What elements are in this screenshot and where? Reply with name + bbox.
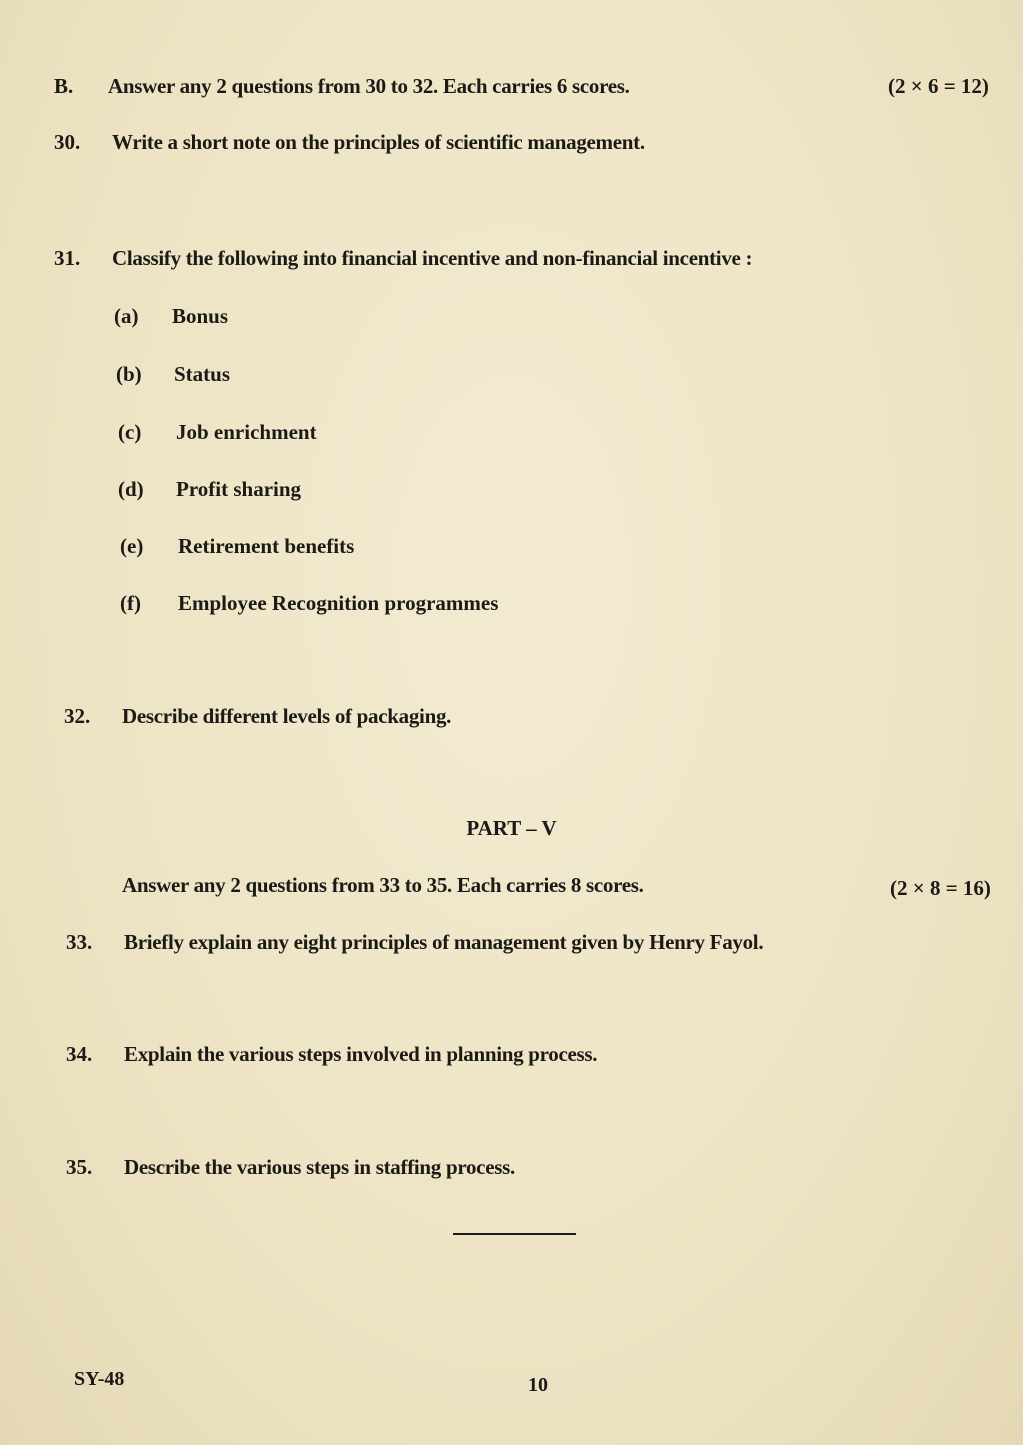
question-number-34: 34. [66,1042,93,1066]
option-label-a: (a) [114,304,139,328]
option-text-f: Employee Recognition programmes [178,591,499,615]
end-rule [453,1233,576,1235]
option-text-d: Profit sharing [176,477,302,501]
option-label-b: (b) [116,362,142,386]
option-label-c: (c) [118,420,142,444]
part-v-title: PART – V [466,816,557,840]
question-30-text: Write a short note on the principles of scientific management. [112,130,645,154]
question-number-30: 30. [54,130,81,154]
question-33-text: Briefly explain any eight principles of management given by Henry Fayol. [124,930,764,954]
question-number-33: 33. [66,930,93,954]
section-label: B. [54,74,74,98]
option-text-b: Status [174,362,231,386]
section-b-instruction: Answer any 2 questions from 30 to 32. Each carries 6 scores. [108,74,630,98]
paper-code: SY-48 [74,1368,125,1390]
option-text-a: Bonus [172,304,229,328]
question-number-31: 31. [54,246,81,270]
option-label-f: (f) [120,591,141,615]
section-b-marks: (2 × 6 = 12) [888,74,989,98]
page-number: 10 [528,1374,548,1396]
question-31-text: Classify the following into financial incentive and non-financial incentive : [112,246,753,270]
question-32-text: Describe different levels of packaging. [122,704,452,728]
part-v-instruction: Answer any 2 questions from 33 to 35. Each carries 8 scores. [122,873,644,897]
question-34-text: Explain the various steps involved in planning process. [124,1042,598,1066]
part-v-marks: (2 × 8 = 16) [890,876,991,900]
option-text-c: Job enrichment [176,420,317,444]
question-35-text: Describe the various steps in staffing process. [124,1155,515,1179]
option-label-d: (d) [118,477,144,501]
question-number-32: 32. [64,704,91,728]
option-text-e: Retirement benefits [178,534,355,558]
option-label-e: (e) [120,534,144,558]
question-number-35: 35. [66,1155,93,1179]
